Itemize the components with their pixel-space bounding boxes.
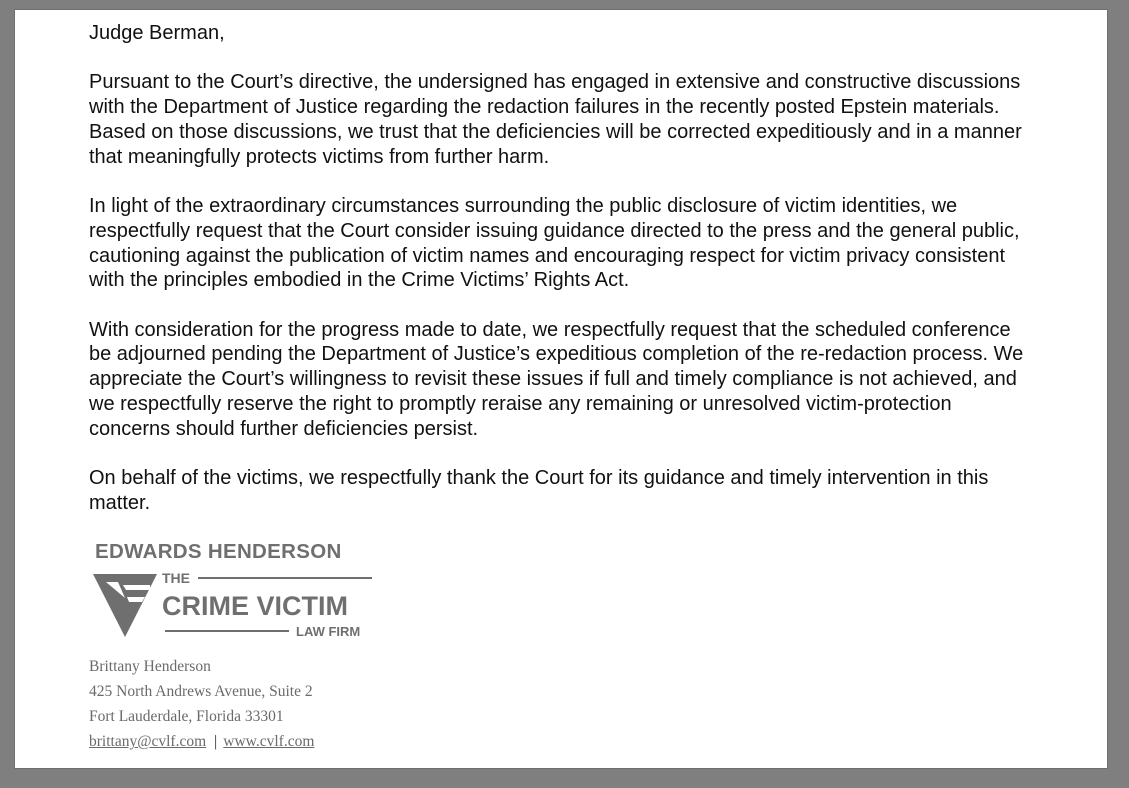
letter-body <box>89 21 1024 540</box>
email-link[interactable]: brittany@cvlf.com <box>89 733 207 750</box>
address-line-1: 425 North Andrews Avenue, Suite 2 <box>89 683 313 700</box>
paragraph-3: With consideration for the progress made to date, we respectfully request that the scheduled conference be adjourned pending the Department of Justice’s expeditious completion of the re-redaction process. We appreciate the Court’s willingness to revisit these issues if full and timely compliance is not achieved, and we respectfully reserve the right to promptly reraise any remaining or unresolved victim-protection concerns should further deficiencies persist. <box>89 318 1024 440</box>
paragraph-2: In light of the extraordinary circumstances surrounding the public disclosure of victim identities, we respectfully request that the Court consider issuing guidance directed to the press and the general public, cautioning against the publication of victim names and encouraging respect for victim privacy consistent with the principles embodied in the Crime Victims’ Rights Act. <box>89 194 1020 292</box>
logo-law-firm: LAW FIRM <box>296 624 361 639</box>
triangle-icon <box>93 574 157 637</box>
signer-name: Brittany Henderson <box>89 658 211 675</box>
address-line-2: Fort Lauderdale, Florida 33301 <box>89 708 284 725</box>
firm-logo <box>93 538 383 644</box>
logo-edwards-henderson: EDWARDS HENDERSON <box>95 540 342 563</box>
contact-separator: | <box>214 733 218 750</box>
contact-line <box>89 729 314 754</box>
paragraph-1: Pursuant to the Court’s directive, the undersigned has engaged in extensive and constructive discussions with the Department of Justice regarding the redaction failures in the recently posted Epstein materials. Based on those discussions, we trust that the deficiencies will be corrected expeditiously and in a manner that meaningfully protects victims from further harm. <box>89 71 1022 168</box>
salutation: Judge Berman, <box>89 22 225 44</box>
logo-crime-victim: CRIME VICTIM <box>162 591 348 621</box>
letter-page <box>15 10 1107 768</box>
crime-victim-logo-mark <box>93 569 383 641</box>
website-link[interactable]: www.cvlf.com <box>223 733 315 750</box>
logo-the: THE <box>162 570 190 586</box>
signature-block <box>89 654 314 754</box>
paragraph-4: On behalf of the victims, we respectfully thank the Court for its guidance and timely intervention in this matter. <box>89 467 989 514</box>
